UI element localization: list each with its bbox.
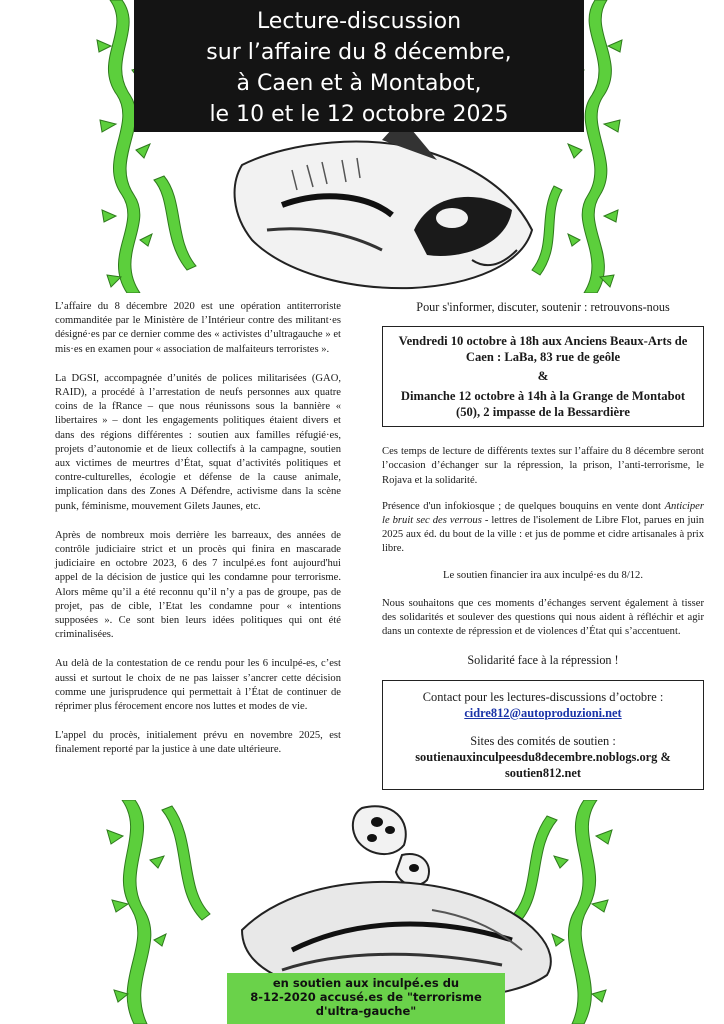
title-line-3: à Caen et à Montabot, [236,71,482,96]
left-column [55,300,341,773]
site-link-soutien812[interactable]: soutien812.net [504,765,582,780]
event-montabot: Dimanche 12 octobre à 14h à la Grange de Montabot (50), 2 impasse de la Bessardière [400,389,686,420]
thorny-vine-bottom-right-icon [510,800,612,1024]
paragraph-lecture: Ces temps de lecture de différents textes sur l’affaire du 8 décembre seront l’occasion d’échanger sur la répression, la prison, l’anti-terrorisme, le Rojava et la solidarité. [382,446,704,486]
event-caen: Vendredi 10 octobre à 18h aux Anciens Beaux-Arts de Caen : LaBa, 83 rue de geôle [398,334,688,365]
paragraph-contestation: Au delà de la contestation de ce rendu pour les 6 inculpé-es, c’est aussi et surtout le choix de ne pas laisser s’ancrer cette décision comme une jurisprudence qui permettait à l’État de continuer de réprimer plus férocement encore nos luttes et modes de vie. [55,658,341,713]
intro-text: Pour s'informer, discuter, soutenir : retrouvons-nous [416,300,670,314]
support-banner [227,973,505,1024]
infokiosque-text-a: Présence d'un infokiosque ; de quelques bouquins en vente dont [382,500,665,512]
paragraph-infokiosque [382,500,704,557]
infokiosque-text-b: - lettres de l'isolement de Libre Flot, parues en juin 2025 aux éd. du bout de la ville : et jus de pomme et cidre artisanales à prix libre. [382,515,704,555]
paragraph-soutien-financier: Le soutien financier ira aux inculpé·es du 8/12. [442,569,644,581]
site-separator: & [657,749,671,764]
paragraph-dgsi: La DGSI, accompagnée d’unités de polices militarisées (GAO, RAID), a procédé à l’arrestation de neufs personnes aux quatre coins de la fRance – que nous réunissons sous la bannière « libertaires » – dont les engagements politiques étaient divers et dans des régions différentes : soutien aux familles réfugié·es, projets d’autonomie et de lieux collectifs à la campagne, soutien aux victimes de meurtres d’État, squat d’activités politiques et contre-culturelles, écologie et défense de la cause animale, implication dans des Zones A Défendre, activisme dans la scène punk, féminisme, mouvement Gilets Jaunes, etc. [55,372,341,512]
contact-label: Contact pour les lectures-discussions d’octobre : [422,689,664,704]
paragraph-appel: Après de nombreux mois derrière les barreaux, des années de contrôle judiciaire strict et un procès qui finira en mascarade judiciaire en octobre 2023, 6 des 7 inculpé.es font aujourd'hui appel de la décision de justice qui les condamne pour terrorisme. Alors même qu’il a été reconnu qu’il n’y a pas de groupe, pas de projet, pas de cible, l’Etat les condamne pour « intentions supposées ». Ce sont bien leurs idées politiques qui ont été criminalisées. [55,529,341,641]
sites-label: Sites des comités de soutien : [470,733,616,748]
solidarity-slogan: Solidarité face à la répression ! [467,653,619,668]
thorny-vine-bottom-left-icon [107,800,210,1024]
book-title: Anticiper le bruit sec des verrous [382,500,704,527]
site-link-noblogs[interactable]: soutienauxinculpeesdu8decembre.noblogs.org [415,749,658,764]
title-line-1: Lecture-discussion [256,9,462,34]
contact-email-link[interactable]: cidre812@autoproduzioni.net [464,705,622,720]
sites-list [389,749,697,781]
raccoon-paws-icon [353,806,429,885]
event-separator: & [537,368,549,384]
banner-line-1: en soutien aux inculpé.es du [272,976,460,990]
paragraph-report: L'appel du procès, initialement prévu en novembre 2025, est finalement reporté par la justice à une date ultérieure. [55,730,341,756]
title-box [134,0,584,132]
paragraph-souhaits: Nous souhaitons que ces moments d’échanges servent également à tisser des solidarités et soulever des questions qui nous aident à réfléchir et agir dans un contexte de répression et de violences d’État qui s’accentuent. [382,597,704,638]
contact-box [382,680,704,790]
paragraph-affaire: L’affaire du 8 décembre 2020 est une opération antiterroriste commanditée par le Ministère de l’Intérieur contre des militant·es désigné·es par ce dernier comme des « activistes d’ultragauche » et mis·es en examen pour « association de malfaiteurs terroristes ». [55,301,341,355]
title-line-4: le 10 et le 12 octobre 2025 [209,102,509,127]
right-column [382,300,704,790]
raccoon-head-icon [235,118,532,288]
title-line-2: sur l’affaire du 8 décembre, [206,40,512,65]
banner-line-2: 8-12-2020 accusé.es de "terrorisme [250,990,482,1004]
events-box [382,326,704,427]
banner-line-3: d'ultra-gauche" [315,1004,417,1018]
